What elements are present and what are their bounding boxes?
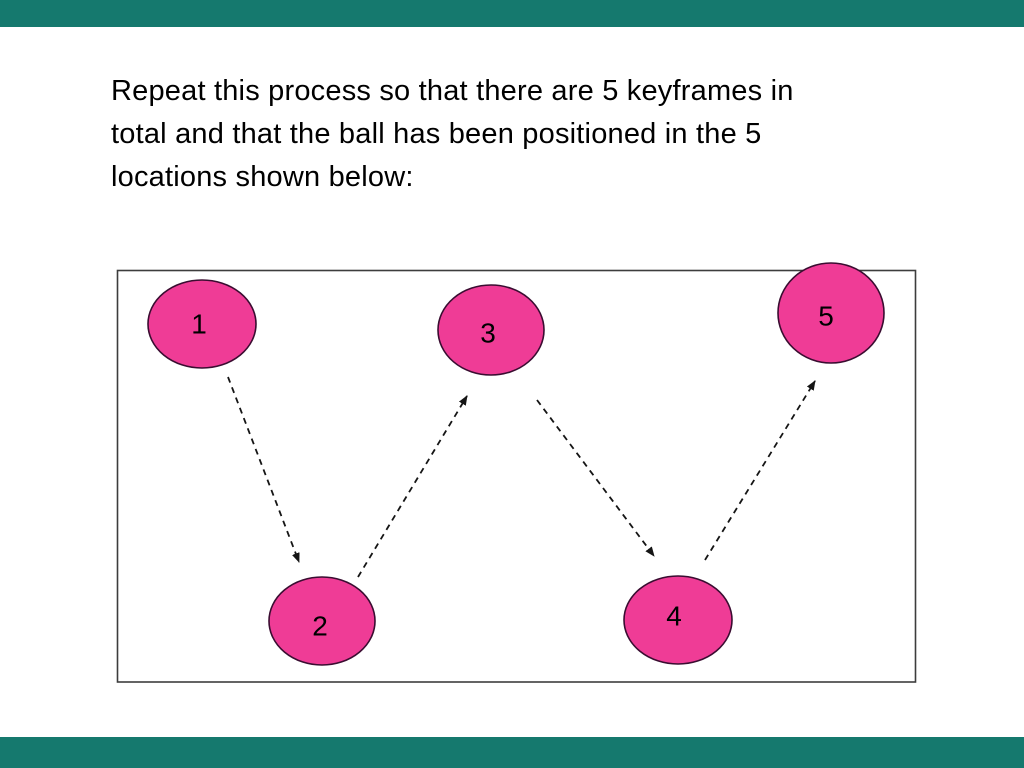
- ball-1-label: 1: [191, 308, 207, 340]
- arrow-3-to-4: [537, 400, 654, 556]
- ball-5-label: 5: [818, 300, 834, 332]
- ball-2-label: 2: [312, 610, 328, 642]
- keyframe-ball-2: [269, 577, 375, 665]
- keyframe-ball-1: [148, 280, 256, 368]
- instruction-line-1: Repeat this process so that there are 5 keyframes in: [111, 75, 794, 107]
- ball-4-label: 4: [666, 600, 682, 632]
- instruction-line-2: total and that the ball has been positioned in the 5: [111, 118, 762, 150]
- ball-3-label: 3: [480, 317, 496, 349]
- letterbox-bottom-band: [0, 737, 1024, 768]
- keyframe-ball-3: [438, 285, 544, 375]
- instruction-line-3: locations shown below:: [111, 161, 414, 193]
- keyframe-ball-5: [778, 263, 884, 363]
- arrow-1-to-2: [228, 377, 299, 562]
- arrow-4-to-5: [705, 381, 815, 560]
- arrow-2-to-3: [358, 396, 467, 577]
- keyframe-ball-4: [624, 576, 732, 664]
